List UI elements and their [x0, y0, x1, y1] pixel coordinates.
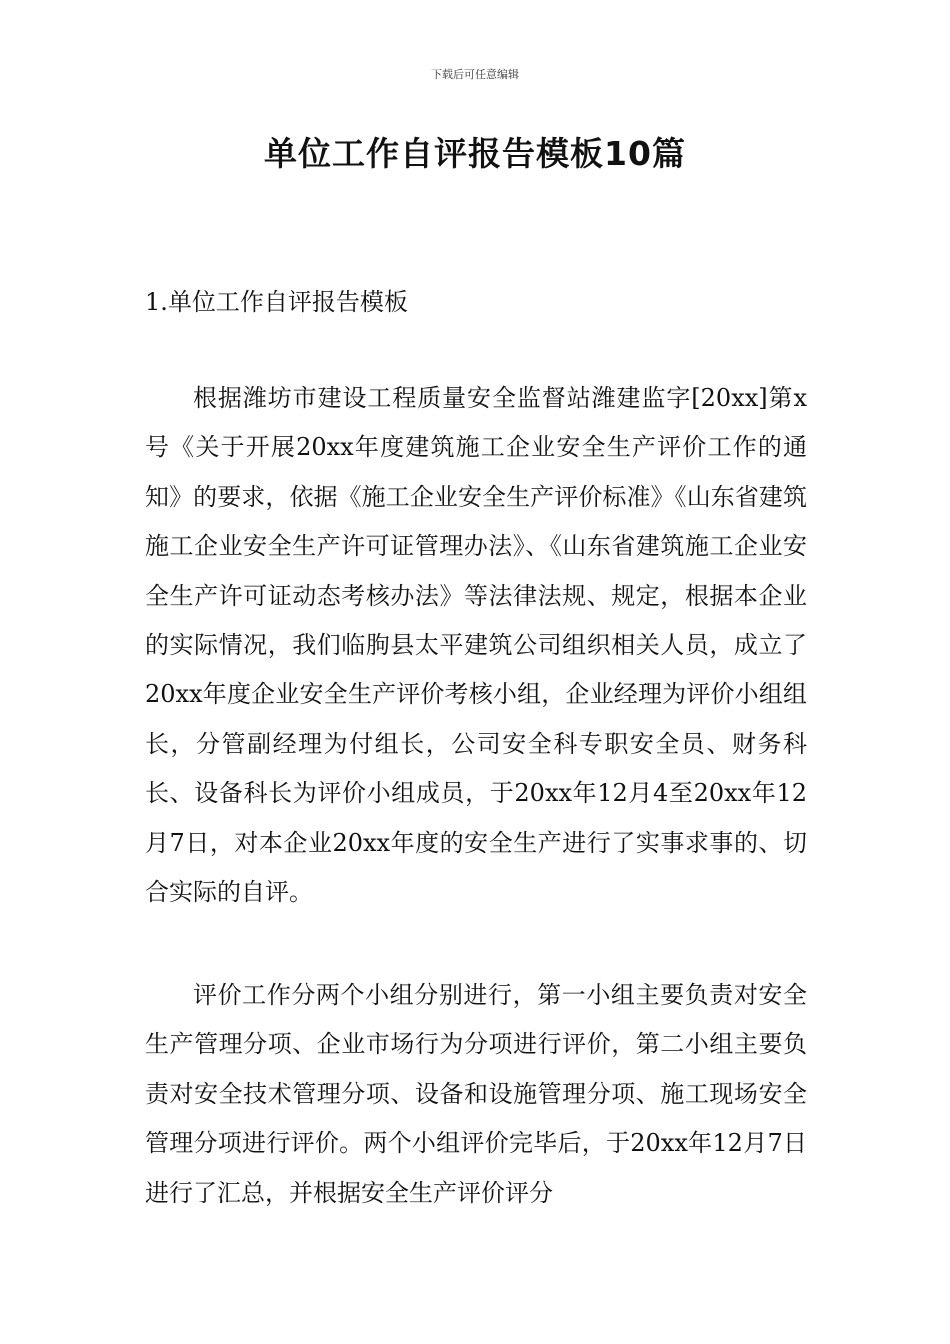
header-note: 下载后可任意编辑: [431, 68, 519, 81]
body-paragraph-2: 评价工作分两个小组分别进行，第一小组主要负责对安全生产管理分项、企业市场行为分项进行评价，第二小组主要负责对安全技术管理分项、设备和设施管理分项、施工现场安全管理分项进行评价。两个小组评价完毕后，于20xx年12月7日进行了汇总，并根据安全生产评价评分: [145, 981, 807, 1207]
body-paragraph-1: 根据潍坊市建设工程质量安全监督站潍建监字[20xx]第x号《关于开展20xx年度建筑施工企业安全生产评价工作的通知》的要求，依据《施工企业安全生产评价标准》《山东省建筑施工企业安全生产许可证管理办法》、《山东省建筑施工企业安全生产许可证动态考核办法》等法律法规、规定，根据本企业的实际情况，我们临朐县太平建筑公司组织相关人员，成立了20xx年度企业安全生产评价考核小组，企业经理为评价小组组长，分管副经理为付组长，公司安全科专职安全员、财务科长、设备科长为评价小组成员，于20xx年12月4至20xx年12月7日，对本企业20xx年度的安全生产进行了实事求事的、切合实际的自评。: [145, 384, 807, 907]
section-heading: 1.单位工作自评报告模板: [145, 288, 408, 316]
document-title: 单位工作自评报告模板10篇: [264, 134, 686, 173]
